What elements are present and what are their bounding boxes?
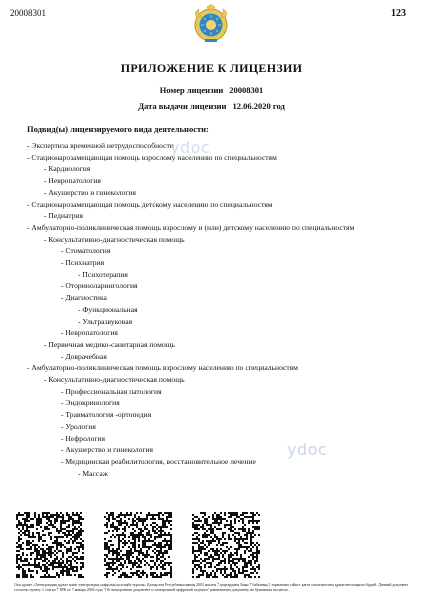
state-emblem-icon	[191, 4, 231, 44]
activity-item: - Первичная медико-санитарная помощь	[44, 339, 175, 349]
activity-item: - Оториноларингология	[61, 281, 138, 291]
activity-item: - Нефрология	[61, 433, 106, 443]
activity-item: - Профессиональная патология	[61, 386, 162, 396]
activity-item: - Кардиология	[44, 164, 91, 174]
activity-item: - Консультативно-диагностическая помощь	[44, 234, 185, 244]
activity-item: - Травматология -ортопедия	[61, 410, 152, 420]
qr-code-icon	[16, 512, 84, 578]
document-number: 20008301	[10, 8, 46, 18]
activity-item: - Психотерапия	[78, 269, 128, 279]
license-number-line	[0, 85, 423, 95]
document-title: ПРИЛОЖЕНИЕ К ЛИЦЕНЗИИ	[120, 61, 303, 75]
activity-item: - Акушерство и гинекология	[61, 445, 154, 455]
activity-item: - Стационарозамещающая помощь взрослому населению по специальностям	[27, 152, 277, 162]
activity-item: - Ультразвуковая	[78, 316, 133, 326]
activity-item: - Экспертиза временной нетрудоспособности	[27, 141, 174, 150]
activity-item: - Эндокринология	[61, 398, 120, 408]
activity-item: - Массаж	[78, 468, 109, 478]
qr-code-icon	[104, 512, 172, 578]
activity-item: - Амбулаторно-поликлиническая помощь взрослому населению по специальностям	[27, 363, 298, 373]
activity-item: - Стоматология	[61, 246, 111, 256]
watermark: ydoc	[287, 440, 328, 459]
legal-footer: Осы құжат «Электрондық құжат және электрондық цифрлық қолтаңба туралы» Қазақстан Республикасының 2003 жылғы 7 қаңтардағы Заңы 7 бабының 1 тармағына сәйкес қағаз тасығыштағы құжатпен маңызы бірдей. Данный документ согласно пункту 1 статьи 7 ЗРК от 7 января 2003 года "Об электронном документе и электронной цифровой подписи" равнозначен документу на бумажном носителе.	[14, 583, 409, 592]
activity-item: - Функциональная	[78, 304, 138, 314]
license-number-label: Номер лицензии	[159, 85, 224, 95]
activity-item: - Невропатология	[61, 328, 118, 338]
activity-item: - Амбулаторно-поликлиническая помощь взрослому и (или) детскому населению по специальностям	[27, 222, 355, 232]
qr-code-icon	[192, 512, 260, 578]
issue-date-label: Дата выдачи лицензии	[138, 101, 227, 111]
activity-item: - Невропатология	[44, 176, 101, 186]
activity-item: - Акушерство и гинекология	[44, 187, 137, 197]
page-number: 123	[391, 8, 406, 19]
qr-code-row	[16, 512, 409, 578]
watermark: ydoc	[170, 138, 211, 157]
activity-item: - Урология	[61, 421, 96, 431]
activity-item: - Стационарозамещающая помощь детскому населению по специальностям	[27, 199, 273, 209]
activity-item: - Психиатрия	[61, 258, 105, 267]
activity-item: - Доврачебная	[61, 351, 107, 361]
subtypes-heading: Подвид(ы) лицензируемого вида деятельности:	[27, 124, 209, 134]
activity-item: - Консультативно-диагностическая помощь	[44, 375, 185, 384]
activity-item: - Педиатрия	[44, 211, 84, 221]
activity-item: - Медицинская реабилитология, восстановительное лечение	[61, 456, 256, 466]
issue-date-value: 12.06.2020 год	[232, 101, 285, 111]
activity-item: - Диагностика	[61, 293, 107, 303]
issue-date-line	[0, 101, 423, 111]
license-number-value: 20008301	[229, 85, 264, 95]
